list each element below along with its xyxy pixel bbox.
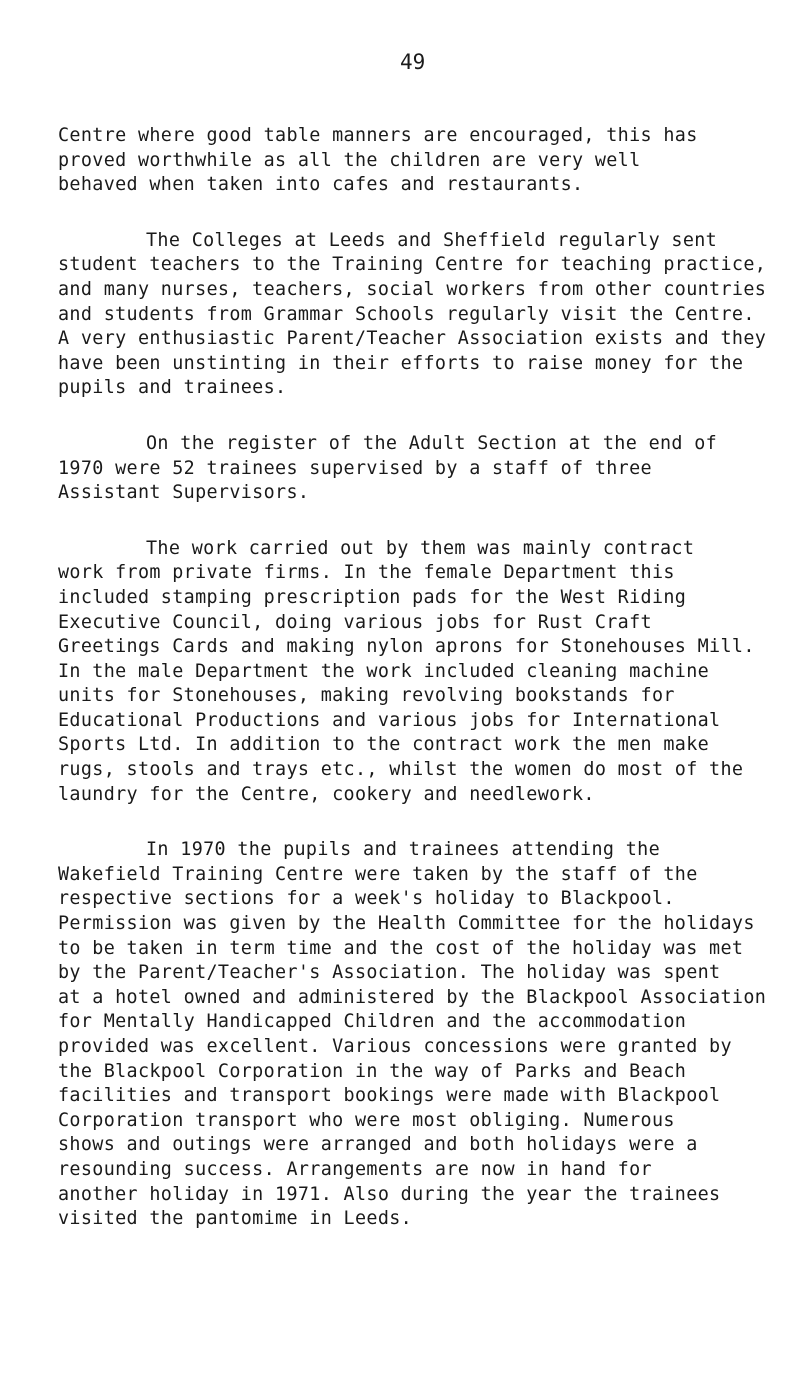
text-line: proved worthwhile as all the children are very well (58, 149, 641, 171)
text-line: at a hotel owned and administered by the Blackpool Association (58, 986, 767, 1008)
text-line: Educational Productions and various jobs for International (58, 709, 721, 731)
text-line: included stamping prescription pads for the West Riding (58, 586, 687, 608)
page-number: 49 (400, 50, 426, 74)
body-text (58, 124, 788, 1263)
text-line: have been unstinting in their efforts to raise money for the (58, 352, 744, 374)
text-line: Greetings Cards and making nylon aprons for Stonehouses Mill. (58, 636, 755, 658)
paragraph-contract-work (58, 537, 788, 808)
text-line: Wakefield Training Centre were taken by the staff of the (58, 863, 698, 885)
text-line: rugs, stools and trays etc., whilst the women do most of the (58, 759, 744, 781)
text-line: In 1970 the pupils and trainees attending the (146, 839, 660, 861)
text-line: work from private firms. In the female Department this (58, 562, 675, 584)
text-line: respective sections for a week's holiday to Blackpool. (58, 888, 675, 910)
text-line: Centre where good table manners are encouraged, this has (58, 125, 698, 146)
text-line: visited the pantomime in Leeds. (58, 1208, 413, 1230)
text-line: Assistant Supervisors. (58, 482, 310, 504)
text-line: On the register of the Adult Section at the end of (146, 432, 718, 454)
text-line: the Blackpool Corporation in the way of Parks and Beach (58, 1060, 687, 1082)
text-line: Permission was given by the Health Committee for the holidays (58, 913, 755, 935)
text-line: student teachers to the Training Centre for teaching practice, (58, 254, 767, 276)
text-line: pupils and trainees. (58, 377, 287, 399)
text-line: shows and outings were arranged and both holidays were a (58, 1134, 698, 1156)
text-line: 1970 were 52 trainees supervised by a staff of three (58, 457, 652, 479)
text-line: another holiday in 1971. Also during the year the trainees (58, 1183, 721, 1205)
text-line: Corporation transport who were most obliging. Numerous (58, 1109, 675, 1131)
text-line: behaved when taken into cafes and restaurants. (58, 174, 584, 196)
text-line: The Colleges at Leeds and Sheffield regularly sent (146, 229, 718, 251)
text-line: units for Stonehouses, making revolving bookstands for (58, 685, 675, 707)
text-line: facilities and transport bookings were made with Blackpool (58, 1085, 721, 1107)
text-line: laundry for the Centre, cookery and needlework. (58, 783, 595, 805)
text-line: resounding success. Arrangements are now in hand for (58, 1158, 652, 1180)
text-line: Executive Council, doing various jobs for Rust Craft (58, 611, 652, 633)
text-line: for Mentally Handicapped Children and the accommodation (58, 1011, 687, 1033)
text-line: The work carried out by them was mainly contract (146, 537, 695, 559)
text-line: In the male Department the work included cleaning machine (58, 660, 710, 682)
paragraph-table-manners (58, 124, 788, 198)
text-line: to be taken in term time and the cost of the holiday was met (58, 937, 744, 959)
text-line: and students from Grammar Schools regularly visit the Centre. (58, 303, 755, 325)
paragraph-adult-section (58, 432, 788, 506)
paragraph-colleges (58, 229, 788, 401)
paragraph-holiday (58, 838, 788, 1232)
text-line: provided was excellent. Various concessions were granted by (58, 1036, 732, 1057)
text-line: A very enthusiastic Parent/Teacher Association exists and they (58, 328, 767, 350)
text-line: by the Parent/Teacher's Association. The holiday was spent (58, 962, 721, 984)
text-line: and many nurses, teachers, social workers from other countries (58, 278, 767, 300)
text-line: Sports Ltd. In addition to the contract work the men make (58, 734, 710, 756)
